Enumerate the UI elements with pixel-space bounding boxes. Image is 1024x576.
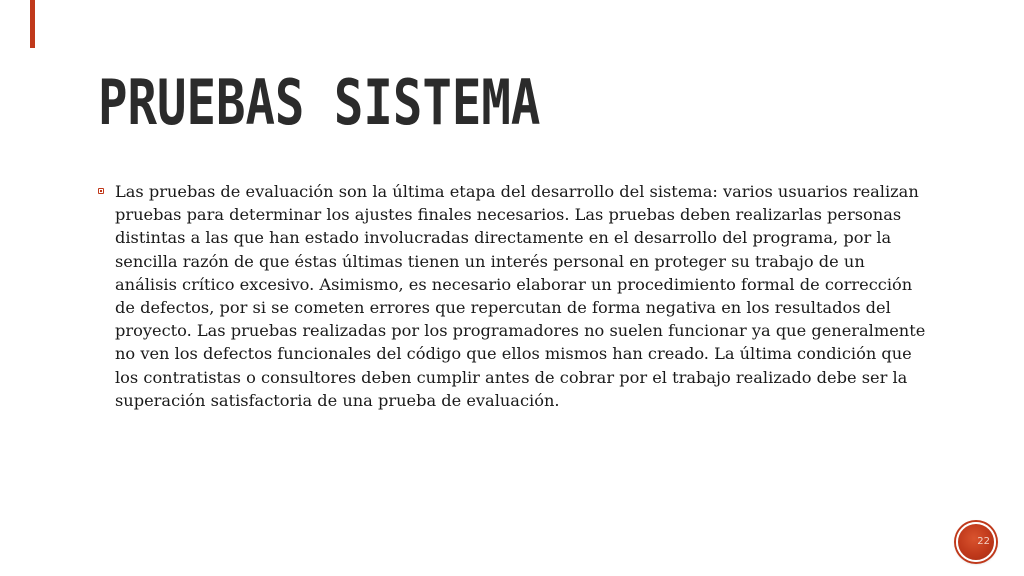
slide-body: [98, 180, 928, 412]
page-number-badge: [956, 522, 996, 562]
accent-bar: [30, 0, 35, 48]
hollow-square-bullet-icon: [98, 188, 104, 194]
bullet-text: Las pruebas de evaluación son la última etapa del desarrollo del sistema: varios usuarios realizan pruebas para determinar los ajustes finales necesarios. Las pruebas deben realizarlas personas distintas a las que han estado involucradas directamente en el desarrollo del programa, por la sencilla razón de que éstas últimas tienen un interés personal en proteger su trabajo de un análisis crítico excesivo. Asimismo, es necesario elaborar un procedimiento formal de corrección de defectos, por si se cometen errores que repercutan de forma negativa en los resultados del proyecto. Las pruebas realizadas por los programadores no suelen funcionar ya que generalmente no ven los defectos funcionales del código que ellos mismos han creado. La última condición que los contratistas o consultores deben cumplir antes de cobrar por el trabajo realizado debe ser la superación satisfactoria de una prueba de evaluación.: [115, 182, 926, 410]
bullet-item: [98, 180, 928, 412]
page-number: 22: [977, 536, 990, 547]
slide-title: PRUEBAS SISTEMA: [98, 66, 541, 139]
